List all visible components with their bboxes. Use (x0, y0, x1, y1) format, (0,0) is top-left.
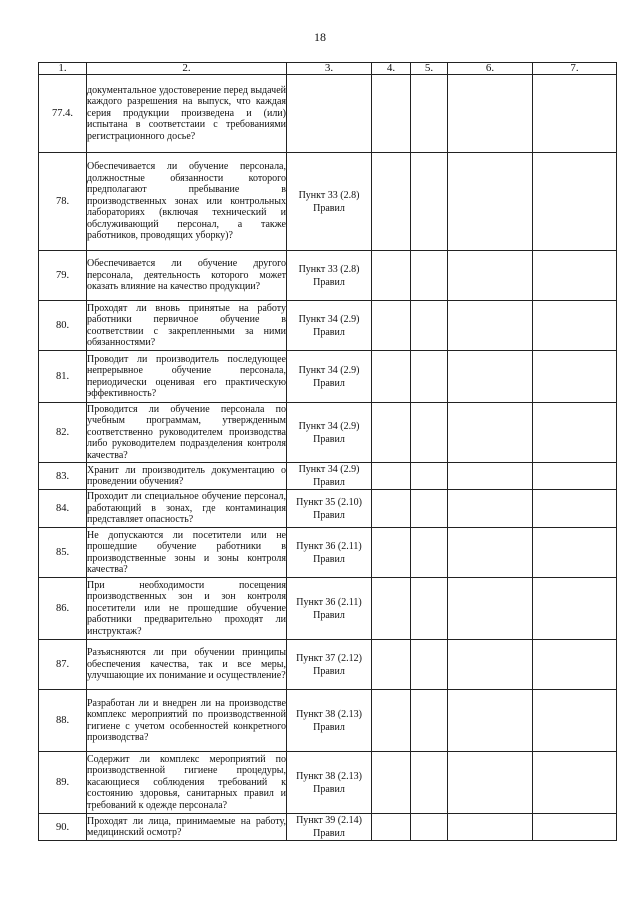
col-header-1: 1. (39, 63, 87, 75)
cell-col-5[interactable] (411, 403, 448, 463)
row-reference (287, 752, 372, 814)
table-row (39, 153, 617, 251)
col-header-3: 3. (287, 63, 372, 75)
row-reference (287, 351, 372, 403)
cell-col-4[interactable] (372, 301, 411, 351)
table-row (39, 528, 617, 578)
cell-col-6[interactable] (448, 490, 533, 528)
row-reference (287, 403, 372, 463)
cell-col-5[interactable] (411, 153, 448, 251)
row-reference (287, 463, 372, 490)
row-reference (287, 251, 372, 301)
reference-doc: Правил (313, 721, 345, 733)
cell-col-5[interactable] (411, 528, 448, 578)
cell-col-6[interactable] (448, 251, 533, 301)
row-number: 82. (39, 403, 87, 463)
cell-col-4[interactable] (372, 690, 411, 752)
table-row (39, 752, 617, 814)
cell-col-6[interactable] (448, 153, 533, 251)
row-number: 85. (39, 528, 87, 578)
row-question: Разработан ли и внедрен ли на производстве комплекс мероприятий по производственной гигиене с учетом особенностей конкретного производства? (87, 690, 287, 752)
row-question: Проходят ли лица, принимаемые на работу, медицинский осмотр? (87, 814, 287, 841)
cell-col-7[interactable] (533, 75, 617, 153)
cell-col-4[interactable] (372, 578, 411, 640)
reference-doc: Правил (313, 202, 345, 214)
row-number: 80. (39, 301, 87, 351)
row-question: Обеспечивается ли обучение другого персонала, деятельность которого может оказать влияние на качество продукции? (87, 251, 287, 301)
row-question: Проходит ли специальное обучение персонал, работающий в зонах, где контаминация представляет опасность? (87, 490, 287, 528)
table-row (39, 690, 617, 752)
row-reference (287, 578, 372, 640)
row-question: Проходят ли вновь принятые на работу работники первичное обучение в соответствии с закрепленными за ними обязанностями? (87, 301, 287, 351)
row-reference (287, 153, 372, 251)
cell-col-7[interactable] (533, 640, 617, 690)
row-number: 83. (39, 463, 87, 490)
cell-col-6[interactable] (448, 578, 533, 640)
checklist-table (38, 62, 617, 841)
reference-item: Пункт 33 (2.8) (298, 189, 360, 201)
cell-col-4[interactable] (372, 251, 411, 301)
row-question: Разъясняются ли при обучении принципы обеспечения качества, так и все меры, улучшающие их понимание и осуществление? (87, 640, 287, 690)
row-question: Хранит ли производитель документацию о проведении обучения? (87, 463, 287, 490)
cell-col-6[interactable] (448, 301, 533, 351)
col-header-4: 4. (372, 63, 411, 75)
cell-col-5[interactable] (411, 351, 448, 403)
cell-col-7[interactable] (533, 403, 617, 463)
cell-col-5[interactable] (411, 814, 448, 841)
cell-col-4[interactable] (372, 528, 411, 578)
reference-doc: Правил (313, 433, 345, 445)
cell-col-4[interactable] (372, 351, 411, 403)
cell-col-7[interactable] (533, 463, 617, 490)
cell-col-7[interactable] (533, 690, 617, 752)
col-header-2: 2. (87, 63, 287, 75)
cell-col-5[interactable] (411, 463, 448, 490)
reference-doc: Правил (313, 828, 345, 839)
row-question: Проводится ли обучение персонала по учебным программам, утвержденным соответственно руководителем производства либо руководителем подразделения контроля качества? (87, 403, 286, 461)
reference-doc: Правил (313, 326, 345, 338)
reference-item: Пункт 37 (2.12) (296, 652, 362, 664)
row-number: 87. (39, 640, 87, 690)
cell-col-5[interactable] (411, 301, 448, 351)
reference-item: Пункт 34 (2.9) (298, 464, 360, 475)
row-question: Проводит ли производитель последующее непрерывное обучение персонала, периодически оценивая его практическую эффективность? (87, 351, 287, 403)
cell-col-7[interactable] (533, 351, 617, 403)
row-number: 78. (39, 153, 87, 251)
cell-col-7[interactable] (533, 528, 617, 578)
reference-doc: Правил (313, 783, 345, 795)
row-reference (287, 690, 372, 752)
cell-col-7[interactable] (533, 301, 617, 351)
row-number: 81. (39, 351, 87, 403)
page-number: 18 (314, 30, 326, 44)
cell-col-6[interactable] (448, 351, 533, 403)
reference-item: Пункт 33 (2.8) (298, 263, 360, 275)
reference-item: Пункт 38 (2.13) (296, 708, 362, 720)
row-number: 86. (39, 578, 87, 640)
cell-col-5[interactable] (411, 578, 448, 640)
table-row (39, 490, 617, 528)
cell-col-5[interactable] (411, 752, 448, 814)
cell-col-5[interactable] (411, 690, 448, 752)
cell-col-6[interactable] (448, 640, 533, 690)
cell-col-4[interactable] (372, 153, 411, 251)
reference-doc: Правил (313, 553, 345, 565)
reference-doc: Правил (313, 665, 345, 677)
cell-col-6[interactable] (448, 528, 533, 578)
row-number: 77.4. (39, 75, 87, 153)
reference-doc: Правил (313, 276, 345, 288)
cell-col-5[interactable] (411, 490, 448, 528)
cell-col-4[interactable] (372, 640, 411, 690)
reference-item: Пункт 36 (2.11) (296, 540, 362, 552)
cell-col-7[interactable] (533, 153, 617, 251)
cell-col-6[interactable] (448, 463, 533, 490)
cell-col-4[interactable] (372, 752, 411, 814)
reference-doc: Правил (313, 477, 345, 488)
cell-col-7[interactable] (533, 578, 617, 640)
table-row (39, 301, 617, 351)
cell-col-7[interactable] (533, 490, 617, 528)
cell-col-4[interactable] (372, 490, 411, 528)
row-number: 88. (39, 690, 87, 752)
cell-col-5[interactable] (411, 75, 448, 153)
cell-col-5[interactable] (411, 640, 448, 690)
cell-col-5[interactable] (411, 251, 448, 301)
cell-col-6[interactable] (448, 690, 533, 752)
table-row (39, 463, 617, 490)
col-header-6: 6. (448, 63, 533, 75)
cell-col-4[interactable] (372, 814, 411, 841)
row-reference (287, 814, 372, 841)
cell-col-7[interactable] (533, 814, 617, 841)
cell-col-6[interactable] (448, 752, 533, 814)
row-reference (287, 528, 372, 578)
row-question: Обеспечивается ли обучение персонала, должностные обязанности которого предполагают пребывание в производственных зонах или контрольных лабораториях (включая технический и обслуживающий персонал, а также работников, проводящих уборку)? (87, 153, 287, 251)
table-row (39, 403, 617, 463)
cell-col-4[interactable] (372, 463, 411, 490)
col-header-5: 5. (411, 63, 448, 75)
reference-item: Пункт 34 (2.9) (298, 364, 360, 376)
table-row (39, 351, 617, 403)
row-reference (287, 490, 372, 528)
reference-item: Пункт 38 (2.13) (296, 770, 362, 782)
table-row (39, 75, 617, 153)
table-row (39, 814, 617, 841)
reference-item: Пункт 34 (2.9) (298, 313, 360, 325)
cell-col-7[interactable] (533, 752, 617, 814)
cell-col-4[interactable] (372, 75, 411, 153)
cell-col-7[interactable] (533, 251, 617, 301)
header-row (39, 63, 617, 75)
reference-item: Пункт 34 (2.9) (298, 420, 360, 432)
cell-col-4[interactable] (372, 403, 411, 463)
cell-col-6[interactable] (448, 75, 533, 153)
table-row (39, 578, 617, 640)
reference-item: Пункт 36 (2.11) (296, 596, 362, 608)
row-number: 90. (39, 814, 87, 841)
row-question: документальное удостоверение перед выдачей каждого разрешения на выпуск, что каждая серия продукции произведена и (или) испытана в соответстаии с требованиями регистрационного досье? (87, 75, 287, 153)
row-number: 89. (39, 752, 87, 814)
reference-item: Пункт 39 (2.14) (296, 815, 362, 826)
reference-item: Пункт 35 (2.10) (296, 496, 362, 508)
row-reference (287, 301, 372, 351)
row-question: Не допускаются ли посетители или не прошедшие обучение работники в производственные зоны и зоны контроля качества? (87, 528, 287, 578)
table-row (39, 251, 617, 301)
row-question: При необходимости посещения производственных зон и зон контроля посетители или не прошедшие обучение работники предварительно проходят ли инструктаж? (87, 578, 287, 640)
reference-doc: Правил (313, 377, 345, 389)
row-number: 84. (39, 490, 87, 528)
reference-doc: Правил (313, 509, 345, 521)
row-reference (287, 75, 372, 153)
cell-col-6[interactable] (448, 403, 533, 463)
cell-col-6[interactable] (448, 814, 533, 841)
reference-doc: Правил (313, 609, 345, 621)
col-header-7: 7. (533, 63, 617, 75)
row-reference (287, 640, 372, 690)
row-number: 79. (39, 251, 87, 301)
table-row (39, 640, 617, 690)
row-question: Содержит ли комплекс мероприятий по производственной гигиене процедуры, касающиеся соблюдения требований к состоянию здоровья, санитарных правил и требований к одежде персонала? (87, 752, 287, 814)
